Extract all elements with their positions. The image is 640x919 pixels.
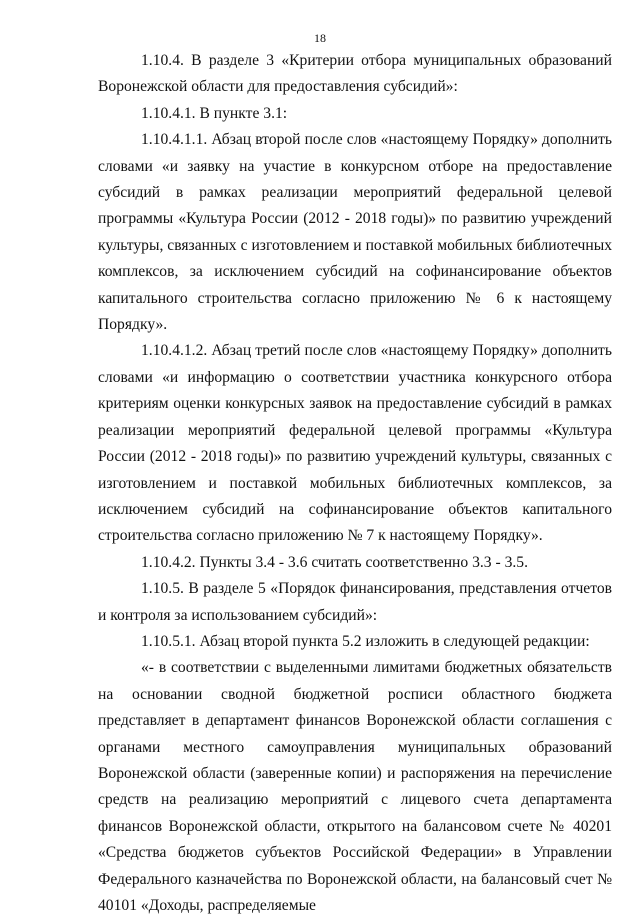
paragraph-1-10-4-2: 1.10.4.2. Пункты 3.4 - 3.6 считать соответственно 3.3 - 3.5. xyxy=(141,553,528,571)
page-number: 18 xyxy=(314,31,326,45)
paragraph-1-10-5-1: 1.10.5.1. Абзац второй пункта 5.2 изложить в следующей редакции: xyxy=(141,632,590,650)
paragraph-1-10-4: 1.10.4. В разделе 3 «Критерии отбора муниципальных образований Воронежской области для предоставления субсидий»: xyxy=(98,52,612,96)
paragraph-1-10-4-1-2: 1.10.4.1.2. Абзац третий после слов «настоящему Порядку» дополнить словами «и информацию о соответствии участника конкурсного отбора критериям оценки конкурсных заявок на предоставление субсидий в рамках реализации мероприятий федеральной целевой программы «Культура России (2012 - 2018 годы)» по развитию учреждений культуры, связанных с изготовлением и поставкой мобильных библиотечных комплексов, за исключением субсидий на софинансирование объектов капитального строительства согласно приложению № 7 к настоящему Порядку». xyxy=(98,342,612,545)
paragraph-quoted-text: «- в соответствии с выделенными лимитами бюджетных обязательств на основании сводной бюджетной росписи областного бюджета представляет в департамент финансов Воронежской области соглашения с органами местного самоуправления муниципальных образований Воронежской области (заверенные копии) и распоряжения на перечисление средств на реализацию мероприятий с лицевого счета департамента финансов Воронежской области, открытого на балансовом счете № 40201 «Средства бюджетов субъектов Российской Федерации» в Управлении Федерального казначейства по Воронежской области, на балансовый счет № 40101 «Доходы, распределяемые xyxy=(98,659,612,914)
document-body xyxy=(98,48,612,919)
paragraph-1-10-4-1: 1.10.4.1. В пункте 3.1: xyxy=(141,104,288,122)
paragraph-1-10-4-1-1: 1.10.4.1.1. Абзац второй после слов «настоящему Порядку» дополнить словами «и заявку на участие в конкурсном отборе на предоставление субсидий в рамках реализации мероприятий федеральной целевой программы «Культура России (2012 - 2018 годы)» по развитию учреждений культуры, связанных с изготовлением и поставкой мобильных библиотечных комплексов, за исключением субсидий на софинансирование объектов капитального строительства согласно приложению № 6 к настоящему Порядку». xyxy=(98,131,612,334)
paragraph-1-10-5: 1.10.5. В разделе 5 «Порядок финансирования, представления отчетов и контроля за использованием субсидий»: xyxy=(98,580,612,624)
